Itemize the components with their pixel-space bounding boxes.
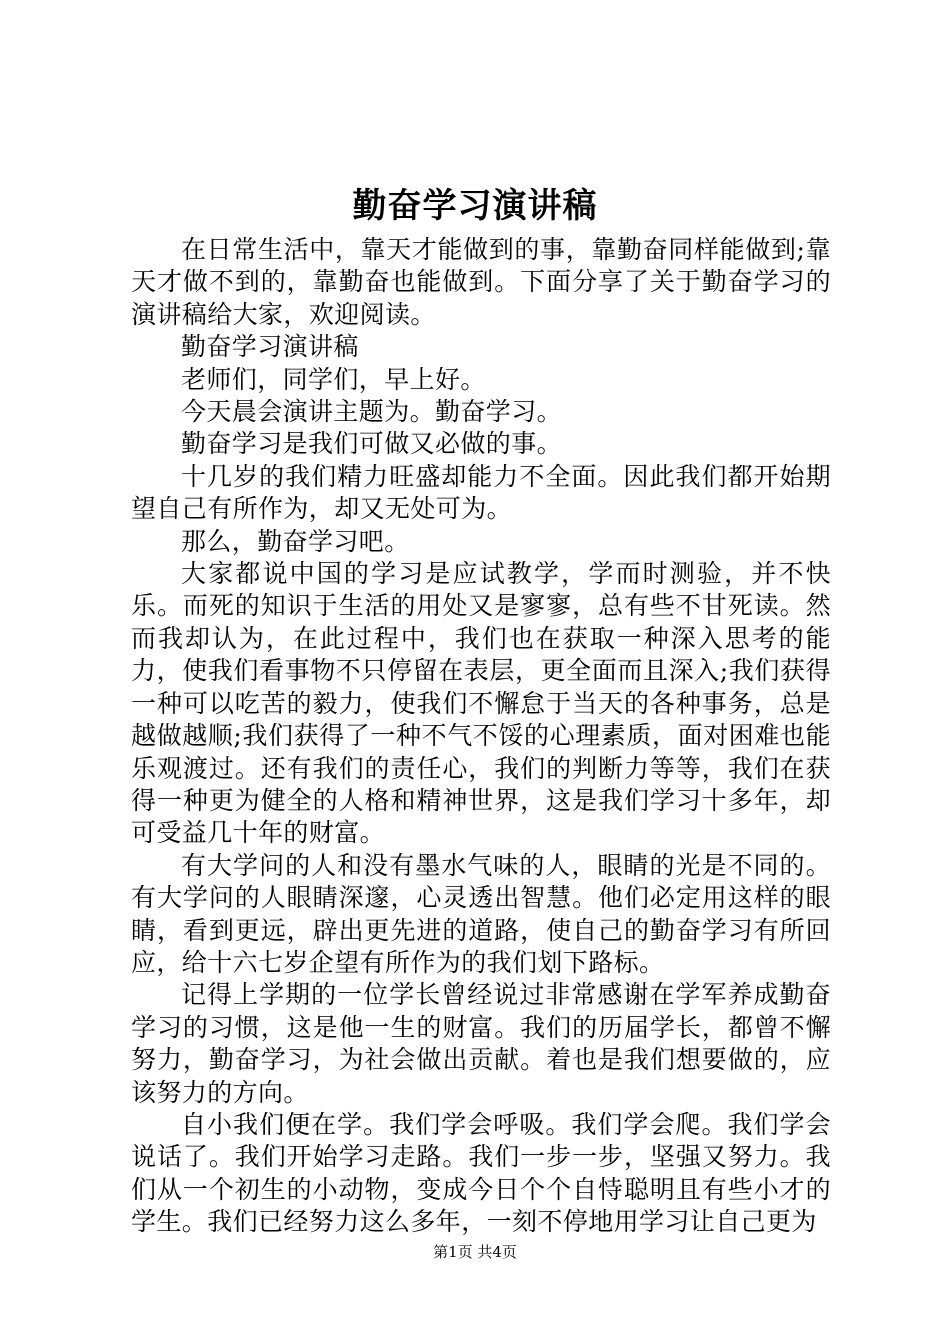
paragraph: 在日常生活中，靠天才能做到的事，靠勤奋同样能做到;靠天才做不到的，靠勤奋也能做到。下面分享了关于勤奋学习的演讲稿给大家，欢迎阅读。 [131, 235, 831, 329]
paragraph: 那么，勤奋学习吧。 [181, 526, 410, 556]
paragraph: 大家都说中国的学习是应试教学，学而时测验，并不快乐。而死的知识于生活的用处又是寥寥，总有些不甘死读。然而我却认为，在此过程中，我们也在获取一种深入思考的能力，使我们看事物不只停留在表层，更全面而且深入;我们获得一种可以吃苦的毅力，使我们不懈怠于当天的各种事务，总是越做越顺;我们获得了一种不气不馁的心理素质，面对困难也能乐观渡过。还有我们的责任心，我们的判断力等等，我们在获得一种更为健全的人格和精神世界，这是我们学习十多年，却可受益几十年的财富。 [131, 559, 831, 848]
document-body [131, 234, 831, 1239]
paragraph: 自小我们便在学。我们学会呼吸。我们学会爬。我们学会说话了。我们开始学习走路。我们一步一步，坚强又努力。我们从一个初生的小动物，变成今日个个自恃聪明且有些小才的学生。我们已经努力这么多年，一刻不停地用学习让自己更为 [131, 1109, 831, 1237]
paragraph: 勤奋学习演讲稿 [181, 332, 359, 362]
paragraph: 勤奋学习是我们可做又必做的事。 [181, 429, 563, 459]
paragraph: 十几岁的我们精力旺盛却能力不全面。因此我们都开始期望自己有所作为，却又无处可为。 [131, 461, 831, 524]
page-footer: 第1页 共4页 [433, 1243, 517, 1261]
paragraph: 有大学问的人和没有墨水气味的人，眼睛的光是不同的。有大学问的人眼睛深邃，心灵透出智慧。他们必定用这样的眼睛，看到更远，辟出更先进的道路，使自己的勤奋学习有所回应，给十六七岁企望有所作为的我们划下路标。 [131, 850, 831, 977]
paragraph: 记得上学期的一位学长曾经说过非常感谢在学军养成勤奋学习的习惯，这是他一生的财富。我们的历届学长，都曾不懈努力，勤奋学习，为社会做出贡献。着也是我们想要做的，应该努力的方向。 [131, 980, 831, 1107]
paragraph: 今天晨会演讲主题为。勤奋学习。 [181, 397, 563, 427]
document-title: 勤奋学习演讲稿 [352, 186, 598, 226]
paragraph: 老师们，同学们，早上好。 [181, 364, 486, 394]
